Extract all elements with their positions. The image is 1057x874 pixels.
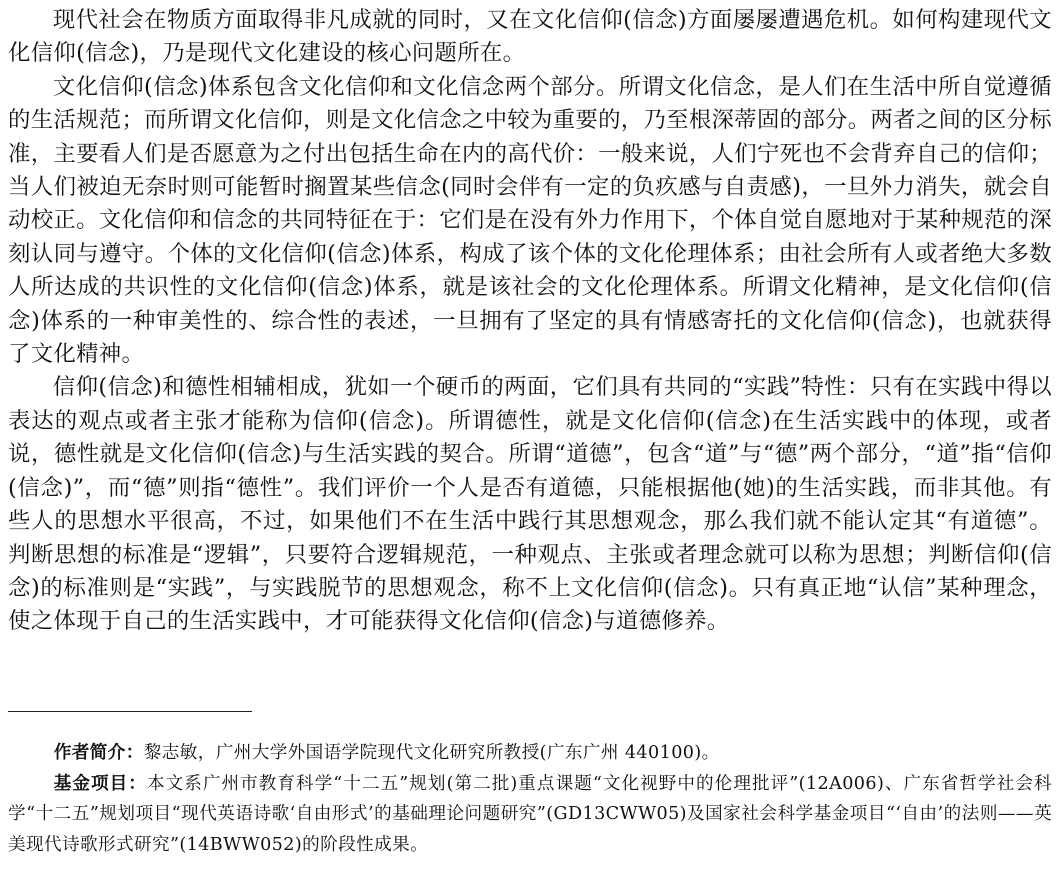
footnote-divider — [8, 711, 252, 712]
fund-note-label: 基金项目： — [53, 773, 147, 794]
author-note-text: 黎志敏，广州大学外国语学院现代文化研究所教授(广东广州 440100)。 — [143, 743, 720, 763]
fund-note-text: 本文系广州市教育科学“十二五”规划(第二批)重点课题“文化视野中的伦理批评”(12A006)、广东省哲学社会科学“十二五”规划项目“现代英语诗歌‘自由形式’的基础理论问题研究”(GD13CWW05)及国家社会科学基金项目“‘自由’的法则——英美现代诗歌形式研究”(14BWW052)的阶段性成果。 — [8, 773, 1052, 855]
article-body — [8, 4, 1052, 639]
author-note-label: 作者简介： — [53, 743, 144, 763]
paragraph-intro: 现代社会在物质方面取得非凡成就的同时，又在文化信仰(信念)方面屡屡遭遇危机。如何构建现代文化信仰(信念)，乃是现代文化建设的核心问题所在。 — [8, 7, 1052, 67]
paragraph-cultural-belief-system: 文化信仰(信念)体系包含文化信仰和文化信念两个部分。所谓文化信念，是人们在生活中所自觉遵循的生活规范；而所谓文化信仰，则是文化信念之中较为重要的，乃至根深蒂固的部分。两者之间的区分标准，主要看人们是否愿意为之付出包括生命在内的高代价：一般来说，人们宁死也不会背弃自己的信仰；当人们被迫无奈时则可能暂时搁置某些信念(同时会伴有一定的负疚感与自责感)，一旦外力消失，就会自动校正。文化信仰和信念的共同特征在于：它们是在没有外力作用下，个体自觉自愿地对于某种规范的深刻认同与遵守。个体的文化信仰(信念)体系，构成了该个体的文化伦理体系；由社会所有人或者绝大多数人所达成的共识性的文化信仰(信念)体系，就是该社会的文化伦理体系。所谓文化精神，是文化信仰(信念)体系的一种审美性的、综合性的表述，一旦拥有了坚定的具有情感寄托的文化信仰(信念)，也就获得了文化精神。 — [8, 73, 1052, 368]
footnotes — [8, 738, 1052, 860]
paragraph-belief-and-virtue: 信仰(信念)和德性相辅相成，犹如一个硬币的两面，它们具有共同的“实践”特性：只有在实践中得以表达的观点或者主张才能称为信仰(信念)。所谓德性，就是文化信仰(信念)在生活实践中的体现，或者说，德性就是文化信仰(信念)与生活实践的契合。所谓“道德”，包含“道”与“德”两个部分，“道”指“信仰(信念)”，而“德”则指“德性”。我们评价一个人是否有道德，只能根据他(她)的生活实践，而非其他。有些人的思想水平很高，不过，如果他们不在生活中践行其思想观念，那么我们就不能认定其“有道德”。判断思想的标准是“逻辑”，只要符合逻辑规范，一种观点、主张或者理念就可以称为思想；判断信仰(信念)的标准则是“实践”，与实践脱节的思想观念，称不上文化信仰(信念)。只有真正地“认信”某种理念，使之体现于自己的生活实践中，才可能获得文化信仰(信念)与道德修养。 — [8, 374, 1052, 635]
fund-note — [8, 769, 1052, 861]
author-note — [8, 738, 1052, 769]
